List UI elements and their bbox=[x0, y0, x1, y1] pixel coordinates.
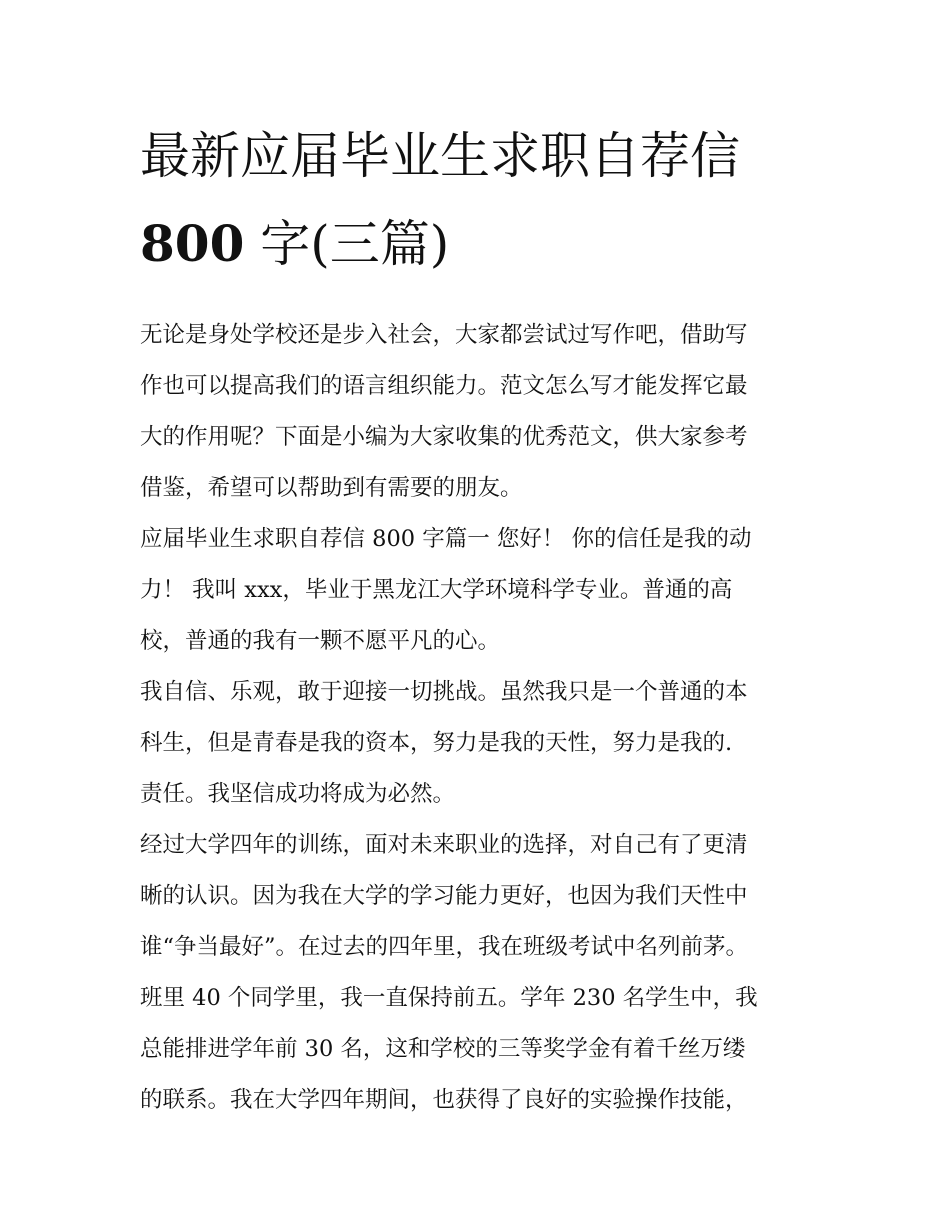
body-line: 总能排进学年前 30 名，这和学校的三等奖学金有着千丝万缕 bbox=[140, 1036, 746, 1062]
body-line: 晰的认识。因为我在大学的学习能力更好，也因为我们天性中 bbox=[140, 883, 748, 909]
body-line: 校，普通的我有一颗不愿平凡的心。 bbox=[140, 628, 501, 654]
body-line: 科生，但是青春是我的资本，努力是我的天性，努力是我的. bbox=[140, 730, 733, 756]
body-line: 的联系。我在大学四年期间，也获得了良好的实验操作技能， bbox=[140, 1087, 748, 1113]
title-line-1: 最新应届毕业生求职自荐信 bbox=[140, 127, 740, 185]
title-line-2 bbox=[140, 200, 812, 288]
body-line: 谁“争当最好”。在过去的四年里，我在班级考试中名列前茅。 bbox=[140, 934, 749, 960]
body-line: 大的作用呢？下面是小编为大家收集的优秀范文，供大家参考 bbox=[140, 424, 748, 450]
body-line: 力！ 我叫 xxx，毕业于黑龙江大学环境科学专业。普通的高 bbox=[140, 577, 733, 603]
body-line: 责任。我坚信成功将成为必然。 bbox=[140, 781, 456, 807]
body-line: 借鉴，希望可以帮助到有需要的朋友。 bbox=[140, 475, 523, 501]
body-line: 班里 40 个同学里，我一直保持前五。学年 230 名学生中，我 bbox=[140, 985, 758, 1011]
body-line: 无论是身处学校还是步入社会，大家都尝试过写作吧，借助写 bbox=[140, 322, 748, 348]
document-body bbox=[140, 310, 812, 1126]
body-line: 作也可以提高我们的语言组织能力。范文怎么写才能发挥它最 bbox=[140, 373, 748, 399]
body-line: 我自信、乐观，敢于迎接一切挑战。虽然我只是一个普通的本 bbox=[140, 679, 748, 705]
title-number: 800 bbox=[140, 214, 245, 273]
body-line: 应届毕业生求职自荐信 800 字篇一 您好！ 你的信任是我的动 bbox=[140, 526, 752, 552]
title-suffix: 字(三篇) bbox=[244, 215, 450, 273]
body-line: 经过大学四年的训练，面对未来职业的选择，对自己有了更清 bbox=[140, 832, 748, 858]
document-title bbox=[140, 112, 812, 288]
